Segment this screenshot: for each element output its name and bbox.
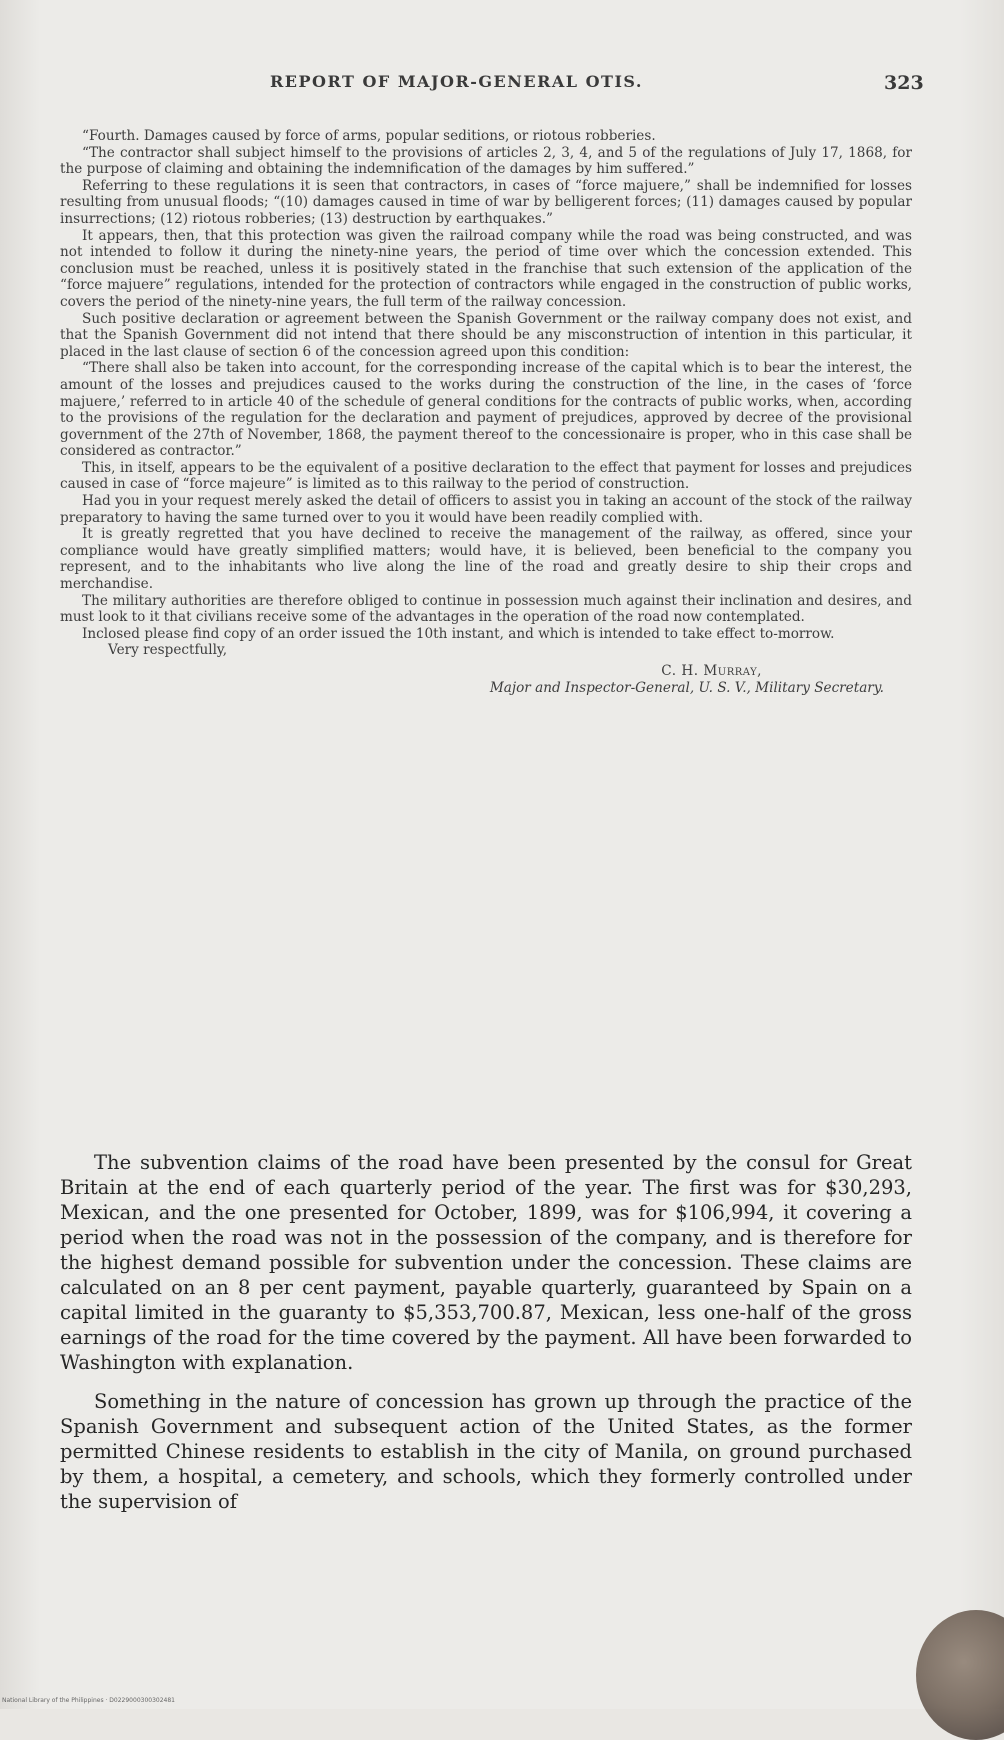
thumb-shadow bbox=[916, 1610, 1004, 1740]
letter-paragraph: It is greatly regretted that you have declined to receive the management of the railway, as offered, since your compliance would have greatly simplified matters; would have, it is believed, been beneficial to the company you represent, and to the inhabitants who live along the line of the road and greatly desire to ship their crops and merchandise. bbox=[60, 526, 912, 593]
letter-closing: Very respectfully, bbox=[108, 642, 228, 659]
running-title: REPORT OF MAJOR-GENERAL OTIS. bbox=[270, 72, 643, 91]
body-paragraph: The subvention claims of the road have been presented by the consul for Great Britain at the end of each quarterly period of the year. The first was for $30,293, Mexican, and the one presented for October, 1899, was for $106,994, it covering a period when the road was not in the possession of the company, and is therefore for the highest demand possible for subvention under the concession. These claims are calculated on an 8 per cent payment, payable quarterly, guaranteed by Spain on a capital limited in the guaranty to $5,353,700.87, Mexican, less one-half of the gross earnings of the road for the time covered by the payment. All have been forwarded to Washington with explanation. bbox=[60, 1151, 912, 1374]
signature-title: Major and Inspector-General, U. S. V., Military Secretary. bbox=[489, 679, 884, 696]
page-number: 323 bbox=[884, 72, 924, 94]
letter-paragraph: Inclosed please find copy of an order issued the 10th instant, and which is intended to take effect to-morrow. bbox=[82, 625, 835, 642]
quoted-letter bbox=[60, 128, 912, 696]
signature-name: C. H. Murray, bbox=[661, 663, 762, 679]
letter-paragraph: “The contractor shall subject himself to the provisions of articles 2, 3, 4, and 5 of the regulations of July 17, 1868, for the purpose of claiming and obtaining the indemnification of the damages by him suffered.” bbox=[60, 144, 912, 178]
letter-paragraph: This, in itself, appears to be the equivalent of a positive declaration to the effect that payment for losses and prejudices caused in case of “force majeure” is limited as to this railway to the period of construction. bbox=[60, 459, 912, 493]
letter-paragraph: Referring to these regulations it is seen that contractors, in cases of “force majuere,” shall be indemnified for losses resulting from unusual floods; “(10) damages caused in time of war by belligerent forces; (11) damages caused by popular insurrections; (12) riotous robberies; (13) destruction by earthquakes.” bbox=[60, 177, 912, 227]
body-paragraph: Something in the nature of concession has grown up through the practice of the Spanish Government and subsequent action of the United States, as the former permitted Chinese residents to establish in the city of Manila, on ground purchased by them, a hospital, a cemetery, and schools, which they formerly controlled under the supervision of bbox=[60, 1390, 912, 1513]
letter-paragraph: It appears, then, that this protection was given the railroad company while the road was being constructed, and was not intended to follow it during the ninety-nine years, the period of time over which the concession extended. This conclusion must be reached, unless it is positively stated in the franchise that such extension of the application of the “force majuere” regulations, intended for the protection of contractors while engaged in the construction of public works, covers the period of the ninety-nine years, the full term of the railway concession. bbox=[60, 227, 912, 310]
letter-paragraph: “Fourth. Damages caused by force of arms, popular seditions, or riotous robberies. bbox=[82, 128, 656, 144]
letter-paragraph: “There shall also be taken into account, for the corresponding increase of the capital which is to bear the interest, the amount of the losses and prejudices caused to the works during the construction of the line, in the cases of ‘force majuere,’ referred to in article 40 of the schedule of general conditions for the contracts of public works, when, according to the provisions of the regulation for the declaration and payment of prejudices, approved by decree of the provisional government of the 27th of November, 1868, the payment thereof to the concessionaire is proper, who in this case shall be considered as contractor.” bbox=[60, 360, 912, 460]
main-body bbox=[60, 1150, 912, 1528]
page-header bbox=[0, 72, 1004, 102]
letter-paragraph: The military authorities are therefore obliged to continue in possession much against their inclination and desires, and must look to it that civilians receive some of the advantages in the operation of the road now contemplated. bbox=[60, 592, 912, 626]
letter-paragraph: Such positive declaration or agreement between the Spanish Government or the railway company does not exist, and that the Spanish Government did not intend that there should be any misconstruction of intention in this particular, it placed in the last clause of section 6 of the concession agreed upon this condition: bbox=[60, 310, 912, 360]
letter-paragraph: Had you in your request merely asked the detail of officers to assist you in taking an account of the stock of the railway preparatory to having the same turned over to you it would have been readily complied with. bbox=[60, 493, 912, 526]
scan-identifier: National Library of the Philippines · D0229000300302481 bbox=[2, 1697, 175, 1704]
